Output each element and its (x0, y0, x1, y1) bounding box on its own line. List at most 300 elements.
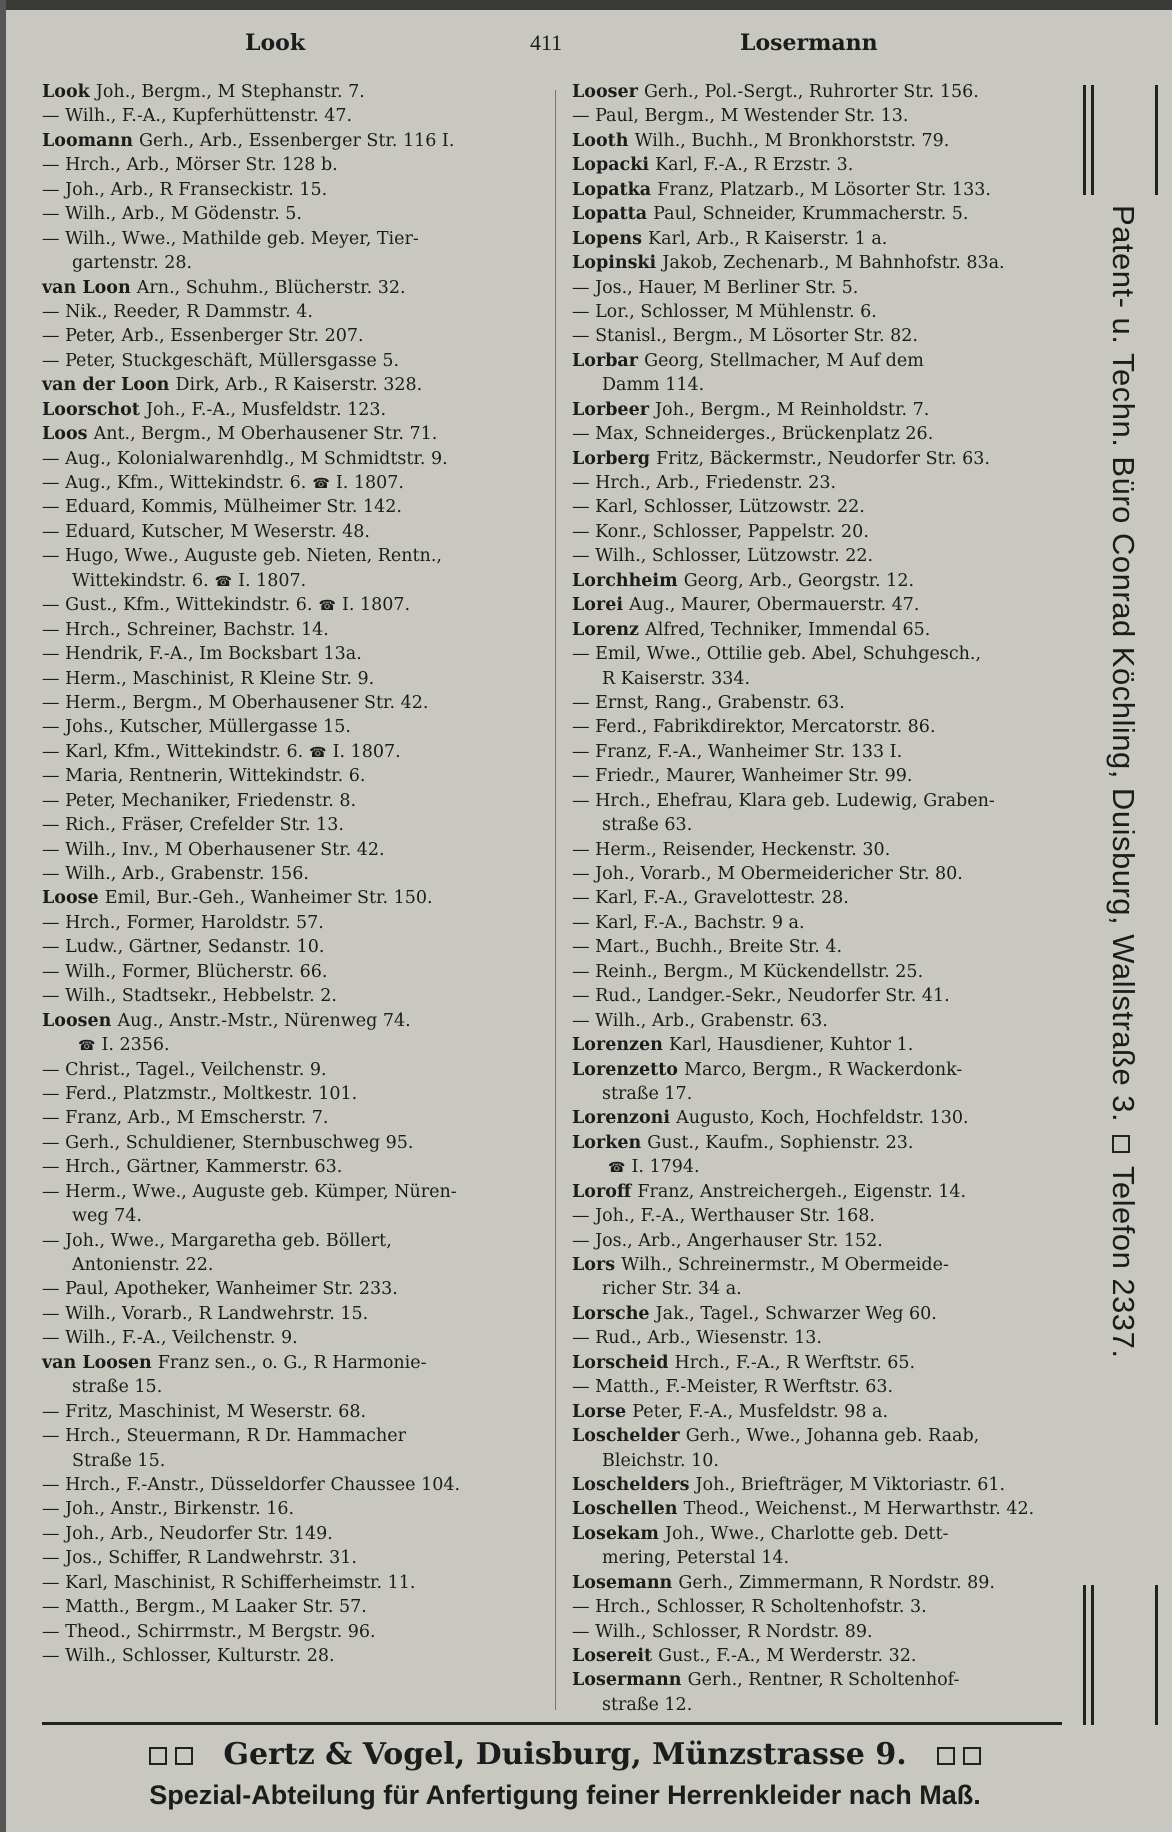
directory-entry (42, 80, 542, 104)
entry-surname: van Loon (42, 277, 137, 298)
entry-text: — Eduard, Kutscher, M Weserstr. 48. (42, 521, 370, 542)
entry-text: — Lor., Schlosser, M Mühlenstr. 6. (572, 301, 877, 322)
directory-entry (42, 373, 542, 397)
directory-entry (42, 1620, 542, 1644)
entry-text: — Hrch., Arb., Friedenstr. 23. (572, 473, 837, 493)
entry-text: — Peter, Mechaniker, Friedenstr. 8. (42, 790, 357, 811)
entry-text: richer Str. 34 a. (602, 1279, 742, 1300)
directory-entry (572, 911, 1072, 935)
entry-line (42, 1424, 542, 1448)
entry-line (572, 935, 1072, 959)
entry-line (42, 1131, 542, 1155)
entry-surname: Losemann (572, 1572, 679, 1593)
directory-entry (42, 178, 542, 202)
entry-text: — Wilh., Arb., Grabenstr. 63. (572, 1010, 828, 1031)
directory-entry (572, 569, 1072, 593)
directory-entry (42, 227, 542, 276)
entry-text: — Hrch., Schlosser, R Scholtenhofstr. 3. (572, 1597, 927, 1618)
directory-entry (42, 276, 542, 300)
entry-continuation (42, 251, 542, 275)
entry-line (572, 715, 1072, 739)
entry-line (42, 1473, 542, 1497)
directory-entry (572, 1131, 1072, 1180)
directory-entry (572, 1033, 1072, 1057)
entry-text: Franz, Platzarb., M Lösorter Str. 133. (657, 179, 991, 200)
entry-text: — Herm., Maschinist, R Kleine Str. 9. (42, 668, 375, 689)
directory-entry (42, 740, 542, 764)
directory-entry (42, 300, 542, 324)
entry-text: — Wilh., Schlosser, Lützowstr. 22. (572, 546, 874, 567)
entry-line (42, 129, 542, 153)
entry-line (42, 1620, 542, 1644)
entry-line (572, 153, 1072, 177)
entry-line (572, 520, 1072, 544)
directory-entry (572, 691, 1072, 715)
entry-text: — Herm., Reisender, Heckenstr. 30. (572, 839, 891, 860)
entry-text: — Johs., Kutscher, Müllergasse 15. (42, 717, 351, 738)
entry-text: — Hrch., F.-Anstr., Düsseldorfer Chaussee 104. (42, 1474, 461, 1495)
directory-entry (572, 1595, 1072, 1619)
entry-text: R Kaiserstr. 334. (602, 668, 751, 689)
entry-text: straße 15. (72, 1377, 163, 1398)
directory-entry (572, 1644, 1072, 1668)
entry-line (42, 715, 542, 739)
entry-line (572, 1522, 1072, 1546)
directory-entry (42, 398, 542, 422)
entry-text: — Wilh., Vorarb., R Landwehrstr. 15. (42, 1303, 369, 1324)
footer-rule (42, 1722, 1062, 1725)
entry-text: — Hrch., Gärtner, Kammerstr. 63. (42, 1157, 343, 1178)
entry-text: — Wilh., Former, Blücherstr. 66. (42, 961, 328, 982)
entry-text: — Jos., Arb., Angerhauser Str. 152. (572, 1230, 883, 1251)
left-column (42, 80, 542, 1668)
entry-line (572, 1400, 1072, 1424)
running-head-left: Look (245, 30, 306, 56)
directory-entry (42, 1595, 542, 1619)
directory-entry (42, 1009, 542, 1058)
directory-entry (572, 202, 1072, 226)
directory-entry (572, 1424, 1072, 1473)
entry-line (572, 422, 1072, 446)
entry-line (572, 227, 1072, 251)
entry-surname: Loschelder (572, 1426, 686, 1447)
entry-line (42, 1571, 542, 1595)
entry-surname: Lorberg (572, 448, 657, 469)
entry-text: Franz, Anstreichergeh., Eigenstr. 14. (637, 1181, 967, 1202)
entry-text: — Paul, Bergm., M Westender Str. 13. (572, 106, 909, 127)
directory-entry (42, 960, 542, 984)
entry-text: Ant., Bergm., M Oberhausener Str. 71. (93, 424, 438, 445)
directory-entry (42, 1106, 542, 1130)
entry-text: gartenstr. 28. (72, 253, 193, 274)
square-ornament-icon (149, 1747, 167, 1765)
entry-line (572, 764, 1072, 788)
entry-line (572, 1302, 1072, 1326)
entry-text: — Joh., Arb., R Franseckistr. 15. (42, 179, 328, 200)
directory-entry (572, 593, 1072, 617)
directory-entry (42, 618, 542, 642)
directory-entry (572, 935, 1072, 959)
entry-line (42, 1595, 542, 1619)
entry-continuation (42, 1253, 542, 1277)
entry-line (42, 227, 542, 251)
entry-text: — Wilh., Wwe., Mathilde geb. Meyer, Tier- (42, 228, 419, 249)
entry-text: — Hrch., Arb., Mörser Str. 128 b. (42, 155, 338, 176)
entry-line (572, 1473, 1072, 1497)
entry-text: — Peter, Arb., Essenberger Str. 207. (42, 326, 364, 347)
entry-line (42, 422, 542, 446)
entry-text: — Gust., Kfm., Wittekindstr. 6. (42, 595, 313, 616)
directory-entry (42, 422, 542, 446)
directory-entry (42, 447, 542, 471)
entry-surname: Lopacki (572, 155, 656, 176)
directory-entry (572, 740, 1072, 764)
entry-text: — Ernst, Rang., Grabenstr. 63. (572, 692, 845, 713)
entry-text: Joh., Bergm., M Stephanstr. 7. (95, 82, 365, 102)
entry-line (572, 1644, 1072, 1668)
directory-entry (572, 960, 1072, 984)
square-ornament-icon (937, 1747, 955, 1765)
directory-entry (42, 691, 542, 715)
entry-line (572, 886, 1072, 910)
directory-entry (572, 1400, 1072, 1424)
directory-entry (572, 1522, 1072, 1571)
entry-line (42, 80, 542, 104)
entry-text: Jak., Tagel., Schwarzer Weg 60. (655, 1303, 937, 1324)
column-divider (555, 90, 556, 1710)
entry-line (572, 1229, 1072, 1253)
entry-text: Bleichstr. 10. (602, 1450, 719, 1471)
entry-line (572, 838, 1072, 862)
entry-line (42, 202, 542, 226)
directory-entry (42, 911, 542, 935)
entry-text: Gust., F.-A., M Werderstr. 32. (658, 1646, 917, 1666)
entry-text: — Ferd., Platzmstr., Moltkestr. 101. (42, 1083, 358, 1104)
directory-entry (42, 1571, 542, 1595)
entry-line (42, 153, 542, 177)
directory-entry (572, 862, 1072, 886)
entry-surname: Loroff (572, 1181, 638, 1202)
entry-text: — Rud., Landger.-Sekr., Neudorfer Str. 41. (572, 986, 950, 1007)
entry-surname: Lopatta (572, 204, 654, 225)
entry-line (572, 1668, 1072, 1692)
entry-line (572, 1375, 1072, 1399)
entry-text: Marco, Bergm., R Wackerdonk- (684, 1059, 963, 1080)
entry-text: Gust., Kaufm., Sophienstr. 23. (647, 1132, 914, 1153)
directory-entry (42, 202, 542, 226)
footer-company: Gertz & Vogel, Duisburg, Münzstrasse 9. (223, 1737, 907, 1772)
entry-surname: Loorschot (42, 399, 146, 420)
entry-line (572, 80, 1072, 104)
directory-entry (572, 1302, 1072, 1326)
directory-entry (42, 1497, 542, 1521)
entry-surname: Lopatka (572, 179, 658, 200)
entry-continuation (572, 1449, 1072, 1473)
entry-text: Karl, Arb., R Kaiserstr. 1 a. (648, 228, 888, 249)
entry-text: — Joh., F.-A., Werthauser Str. 168. (572, 1206, 875, 1227)
entry-line (572, 544, 1072, 568)
directory-entry (42, 129, 542, 153)
entry-text: — Max, Schneiderges., Brückenplatz 26. (572, 424, 934, 445)
entry-line (42, 544, 542, 568)
entry-text: — Karl, Schlosser, Lützowstr. 22. (572, 497, 865, 518)
entry-line (42, 1497, 542, 1521)
entry-line (42, 373, 542, 397)
entry-text: — Joh., Arb., Neudorfer Str. 149. (42, 1523, 333, 1544)
entry-text: — Wilh., Stadtsekr., Hebbelstr. 2. (42, 986, 337, 1007)
entry-continuation (572, 813, 1072, 837)
entry-line (572, 911, 1072, 935)
entry-line (572, 104, 1072, 128)
directory-entry (42, 1229, 542, 1278)
entry-line (572, 1595, 1072, 1619)
directory-entry (572, 1009, 1072, 1033)
directory-entry (42, 324, 542, 348)
entry-surname: van der Loon (42, 375, 176, 396)
phone-icon: ☎ (214, 573, 233, 590)
entry-text: — Karl, Maschinist, R Schifferheimstr. 11. (42, 1572, 416, 1593)
entry-line (42, 935, 542, 959)
footer-ad-line-2: Spezial-Abteilung für Anfertigung feiner Herrenkleider nach Maß. (149, 1780, 981, 1810)
directory-entry (42, 764, 542, 788)
entry-text: — Gerh., Schuldiener, Sternbuschweg 95. (42, 1132, 414, 1153)
square-ornament-icon (175, 1747, 193, 1765)
entry-text: — Theod., Schirrmstr., M Bergstr. 96. (42, 1621, 376, 1642)
entry-line (572, 398, 1072, 422)
directory-entry (572, 1375, 1072, 1399)
entry-line (42, 1009, 542, 1033)
directory-entry (572, 886, 1072, 910)
directory-entry (572, 838, 1072, 862)
entry-text: — Joh., Anstr., Birkenstr. 16. (42, 1499, 295, 1520)
phone-number: I. 1807. (335, 473, 404, 493)
directory-entry (42, 1522, 542, 1546)
entry-line (42, 104, 542, 128)
entry-text: — Jos., Schiffer, R Landwehrstr. 31. (42, 1548, 357, 1569)
entry-surname: Loschelders (572, 1474, 696, 1495)
entry-text: — Paul, Apotheker, Wanheimer Str. 233. (42, 1279, 398, 1300)
entry-line (42, 495, 542, 519)
entry-surname: Losekam (572, 1523, 666, 1544)
entry-line (42, 1106, 542, 1130)
entry-line (42, 984, 542, 1008)
entry-surname: Loos (42, 424, 94, 445)
directory-entry (572, 471, 1072, 495)
entry-text: Gerh., Pol.-Sergt., Ruhrorter Str. 156. (643, 82, 979, 102)
entry-line (42, 813, 542, 837)
directory-entry (572, 447, 1072, 471)
entry-line (42, 862, 542, 886)
entry-line (572, 495, 1072, 519)
entry-surname: Lorenzen (572, 1035, 669, 1056)
entry-text: — Stanisl., Bergm., M Lösorter Str. 82. (572, 326, 918, 347)
entry-line (42, 1400, 542, 1424)
entry-line (572, 349, 1072, 373)
entry-line (572, 1253, 1072, 1277)
entry-line (572, 1351, 1072, 1375)
entry-continuation (572, 1155, 1072, 1179)
entry-line (42, 691, 542, 715)
directory-entry (572, 1253, 1072, 1302)
directory-entry (42, 104, 542, 128)
entry-text: Joh., Wwe., Charlotte geb. Dett- (665, 1523, 949, 1544)
entry-text: — Ferd., Fabrikdirektor, Mercatorstr. 86. (572, 717, 936, 738)
entry-text: — Karl, F.-A., Gravelottestr. 28. (572, 888, 849, 909)
entry-continuation (42, 1375, 542, 1399)
entry-text: — Matth., Bergm., M Laaker Str. 57. (42, 1597, 367, 1618)
directory-entry (42, 789, 542, 813)
scan-top-edge (0, 0, 1172, 10)
entry-line (572, 300, 1072, 324)
directory-entry (572, 642, 1072, 691)
entry-line (42, 789, 542, 813)
entry-line (572, 1180, 1072, 1204)
entry-text: — Matth., F.-Meister, R Werftstr. 63. (572, 1377, 894, 1398)
directory-entry (572, 1351, 1072, 1375)
entry-text: — Reinh., Bergm., M Kückendellstr. 25. (572, 961, 924, 982)
directory-entry (572, 1497, 1072, 1521)
entry-line (572, 1131, 1072, 1155)
directory-entry (572, 1058, 1072, 1107)
entry-surname: Lorchheim (572, 570, 684, 591)
entry-text: Jakob, Zechenarb., M Bahnhofstr. 83a. (662, 253, 1005, 274)
directory-entry (572, 104, 1072, 128)
entry-line (572, 862, 1072, 886)
phone-icon: ☎ (318, 598, 336, 615)
directory-entry (42, 813, 542, 837)
entry-line (572, 1620, 1072, 1644)
entry-text: Gerh., Zimmermann, R Nordstr. 89. (678, 1572, 995, 1593)
entry-line (42, 593, 542, 617)
entry-surname: Lorscheid (572, 1352, 675, 1373)
entry-line (42, 886, 542, 910)
entry-text: — Herm., Wwe., Auguste geb. Kümper, Nüren- (42, 1181, 457, 1202)
entry-text: — Wilh., Schlosser, R Nordstr. 89. (572, 1621, 873, 1642)
directory-entry (572, 129, 1072, 153)
entry-surname: Lorenz (572, 619, 646, 640)
entry-text: — Wilh., Inv., M Oberhausener Str. 42. (42, 839, 385, 860)
entry-line (572, 471, 1072, 495)
entry-line (572, 1033, 1072, 1057)
side-ad-phone: Telefon 2337. (1106, 1165, 1141, 1359)
entry-line (42, 1522, 542, 1546)
entry-text: — Fritz, Maschinist, M Weserstr. 68. (42, 1401, 367, 1422)
directory-entry (42, 1644, 542, 1668)
entry-surname: Lopens (572, 228, 649, 249)
directory-entry (572, 520, 1072, 544)
directory-entry (572, 349, 1072, 398)
entry-line (42, 960, 542, 984)
directory-entry (42, 471, 542, 495)
entry-line (572, 324, 1072, 348)
entry-line (572, 984, 1072, 1008)
entry-line (42, 1546, 542, 1570)
page-number: 411 (530, 30, 563, 55)
entry-text: — Rich., Fräser, Crefelder Str. 13. (42, 815, 344, 836)
directory-entry (572, 1473, 1072, 1497)
directory-entry (572, 300, 1072, 324)
entry-line (42, 1229, 542, 1253)
entry-text: — Hrch., Ehefrau, Klara geb. Ludewig, Graben- (572, 790, 995, 811)
directory-entry (572, 544, 1072, 568)
directory-entry (572, 789, 1072, 838)
right-column (572, 80, 1072, 1717)
entry-continuation (572, 1546, 1072, 1570)
directory-entry (42, 1400, 542, 1424)
directory-entry (42, 984, 542, 1008)
entry-text: Fritz, Bäckermstr., Neudorfer Str. 63. (656, 448, 990, 469)
entry-text: — Franz, Arb., M Emscherstr. 7. (42, 1108, 329, 1129)
entry-text: Augusto, Koch, Hochfeldstr. 130. (676, 1108, 969, 1129)
directory-entry (42, 1058, 542, 1082)
entry-line (42, 178, 542, 202)
entry-line (42, 300, 542, 324)
entry-continuation (572, 1277, 1072, 1301)
entry-line (42, 1302, 542, 1326)
entry-surname: Lorenzoni (572, 1108, 677, 1129)
entry-line (42, 1351, 542, 1375)
entry-text: — Nik., Reeder, R Dammstr. 4. (42, 301, 313, 322)
entry-line (42, 1644, 542, 1668)
phone-number: I. 1807. (238, 570, 307, 591)
directory-entry (572, 1326, 1072, 1350)
entry-line (572, 129, 1072, 153)
entry-line (572, 960, 1072, 984)
entry-line (572, 1204, 1072, 1228)
entry-text: — Hrch., Steuermann, R Dr. Hammacher (42, 1426, 406, 1447)
entry-line (572, 691, 1072, 715)
entry-line (42, 1326, 542, 1350)
entry-text: — Wilh., F.-A., Veilchenstr. 9. (42, 1328, 298, 1349)
directory-entry (572, 1571, 1072, 1595)
directory-entry (572, 1204, 1072, 1228)
directory-entry (42, 1277, 542, 1301)
entry-text: — Christ., Tagel., Veilchenstr. 9. (42, 1059, 327, 1080)
entry-surname: Looth (572, 130, 635, 151)
square-ornament-icon (963, 1747, 981, 1765)
directory-entry (572, 422, 1072, 446)
entry-line (42, 740, 542, 764)
entry-line (572, 618, 1072, 642)
entry-text: Wilh., Buchh., M Bronkhorststr. 79. (634, 130, 950, 151)
entry-text: — Maria, Rentnerin, Wittekindstr. 6. (42, 766, 366, 787)
entry-continuation (42, 1204, 542, 1228)
entry-text: — Joh., Wwe., Margaretha geb. Böllert, (42, 1230, 392, 1251)
directory-entry (572, 251, 1072, 275)
entry-surname: Looser (572, 82, 644, 102)
entry-line (572, 1497, 1072, 1521)
entry-line (42, 1277, 542, 1301)
entry-line (42, 618, 542, 642)
entry-text: Arn., Schuhm., Blücherstr. 32. (136, 277, 406, 298)
entry-text: Karl, Hausdiener, Kuhtor 1. (668, 1035, 914, 1056)
directory-entry (572, 495, 1072, 519)
entry-line (572, 178, 1072, 202)
entry-surname: Loomann (42, 130, 140, 151)
phone-icon: ☎ (312, 476, 330, 492)
entry-line (572, 251, 1072, 275)
entry-text: Gerh., Arb., Essenberger Str. 116 I. (139, 130, 455, 151)
entry-text: Straße 15. (72, 1450, 166, 1471)
entry-text: Wittekindstr. 6. (72, 570, 209, 591)
phone-icon: ☎ (78, 1038, 96, 1055)
entry-text: — Aug., Kolonialwarenhdlg., M Schmidtstr. 9. (42, 448, 448, 469)
entry-surname: Losereit (572, 1646, 659, 1666)
directory-entry (572, 324, 1072, 348)
directory-entry (572, 984, 1072, 1008)
entry-surname: Loschellen (572, 1499, 684, 1520)
entry-text: Paul, Schneider, Krummacherstr. 5. (653, 204, 969, 225)
